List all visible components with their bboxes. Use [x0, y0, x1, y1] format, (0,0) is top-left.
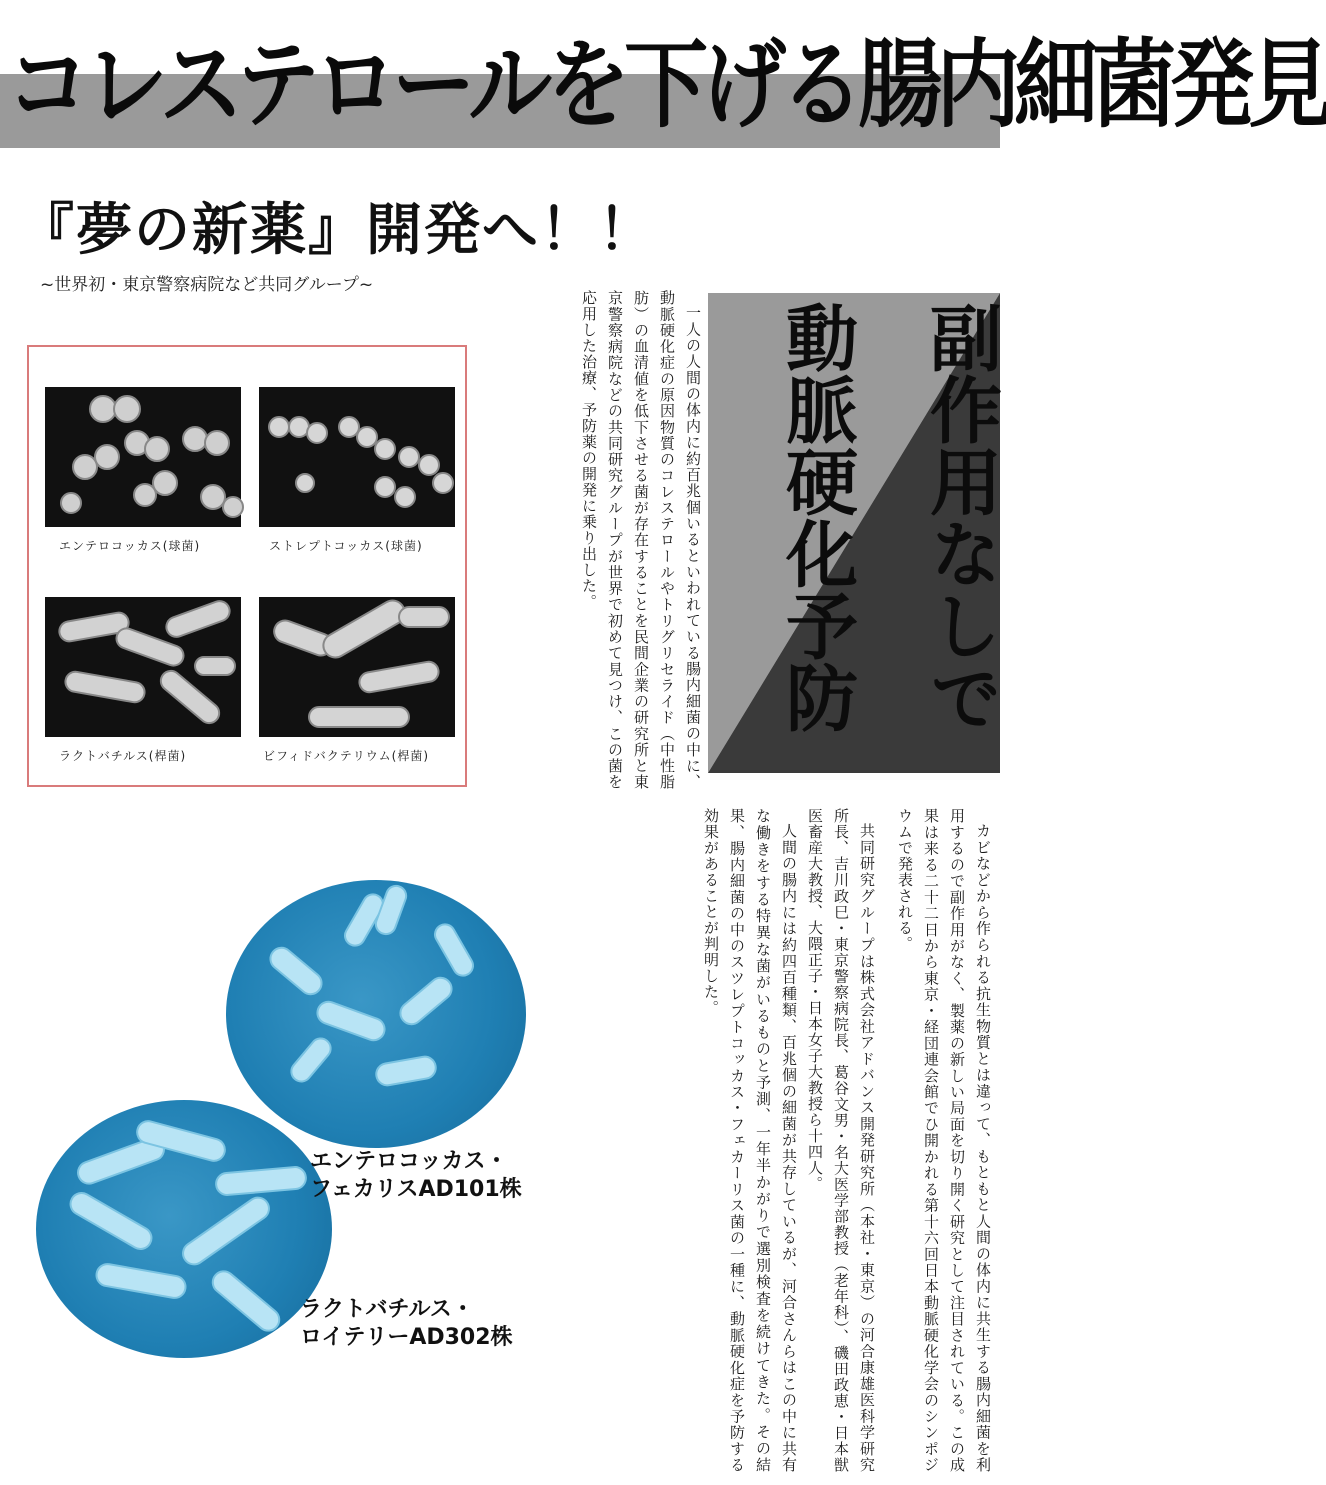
- micrograph-caption: ストレプトコッカス(球菌): [269, 539, 423, 553]
- callout-line-1: 副作用なしで: [918, 301, 1002, 733]
- micrograph-streptococcus: [259, 387, 455, 527]
- intro-text: [498, 290, 706, 790]
- callout-box: [708, 293, 1000, 773]
- blue-caption-line: ラクトバチルス・: [300, 1297, 474, 1322]
- blue-caption-line: フェカリスAD101株: [310, 1177, 522, 1202]
- subheadline: 『夢の新薬』開発へ！！: [18, 198, 656, 263]
- intro-paragraph: 一人の人間の体内に約百兆個いるといわれている腸内細菌の中に、動脈硬化症の原因物質のコレステロールやトリグリセライド（中性脂肪）の血清値を低下させる菌が存在することを民間企業の研究所と東京警察病院などの共同研究グループが世界で初めて見つけ、この菌を応用した治療、予防薬の開発に乗り出した。: [580, 290, 702, 790]
- micrograph-panel: [27, 345, 467, 787]
- body-paragraph-1: カビなどから作られる抗生物質とは違って、もともと人間の体内に共生する腸内細菌を利用するので副作用がなく、製薬の新しい局面を切り開く研究として注目されている。この成果は来る二十二日から東京・経団連会館でひ開かれる第十六回日本動脈硬化学会のシンポジウムで発表される。: [896, 808, 992, 1473]
- blue-caption-line: ロイテリーAD302株: [300, 1325, 513, 1350]
- blue-caption-1: [310, 1148, 522, 1204]
- micrograph-bifidobacterium: [259, 597, 455, 737]
- micrograph-lactobacillus: [45, 597, 241, 737]
- micrograph-caption: ラクトバチルス(桿菌): [59, 749, 187, 763]
- blue-caption-line: エンテロコッカス・: [310, 1149, 508, 1174]
- body-paragraph-2: 共同研究グループは株式会社アドバンス開発研究所（本社・東京）の河合康雄医科学研究所長、吉川政巳・東京警察病院長、葛谷文男・名大医学部教授（老年科）、磯田政恵・日本獣医畜産大教授、大隈正子・日本女子大教授ら十四人。: [806, 808, 876, 1473]
- body-paragraph-3: 人間の腸内には約四百種類、百兆個の細菌が共存しているが、河合さんらはこの中に共有な働きをする特異な菌がいるものと予測、一年半かがりで選別検査を続けてきた。その結果、腸内細菌の中のスツレプトコッカス・フェカーリス菌の一種に、動脈硬化症を予防する効果があることが判明した。: [702, 808, 798, 1473]
- blue-micrograph-lactobacillus: [36, 1100, 332, 1358]
- micrograph-caption: エンテロコッカス(球菌): [59, 539, 201, 553]
- blue-caption-2: [300, 1296, 513, 1352]
- micrograph-caption: ビフィドバクテリウム(桿菌): [263, 749, 430, 763]
- callout-line-2: 動脈硬化予防: [774, 301, 858, 733]
- kicker: ~世界初・東京警察病院など共同グループ~: [40, 275, 374, 295]
- micrograph-enterococcus: [45, 387, 241, 527]
- headline: コレステロールを下げる腸内細菌発見: [6, 29, 1326, 141]
- headline-banner: [0, 0, 1326, 170]
- body-text: [606, 808, 996, 1473]
